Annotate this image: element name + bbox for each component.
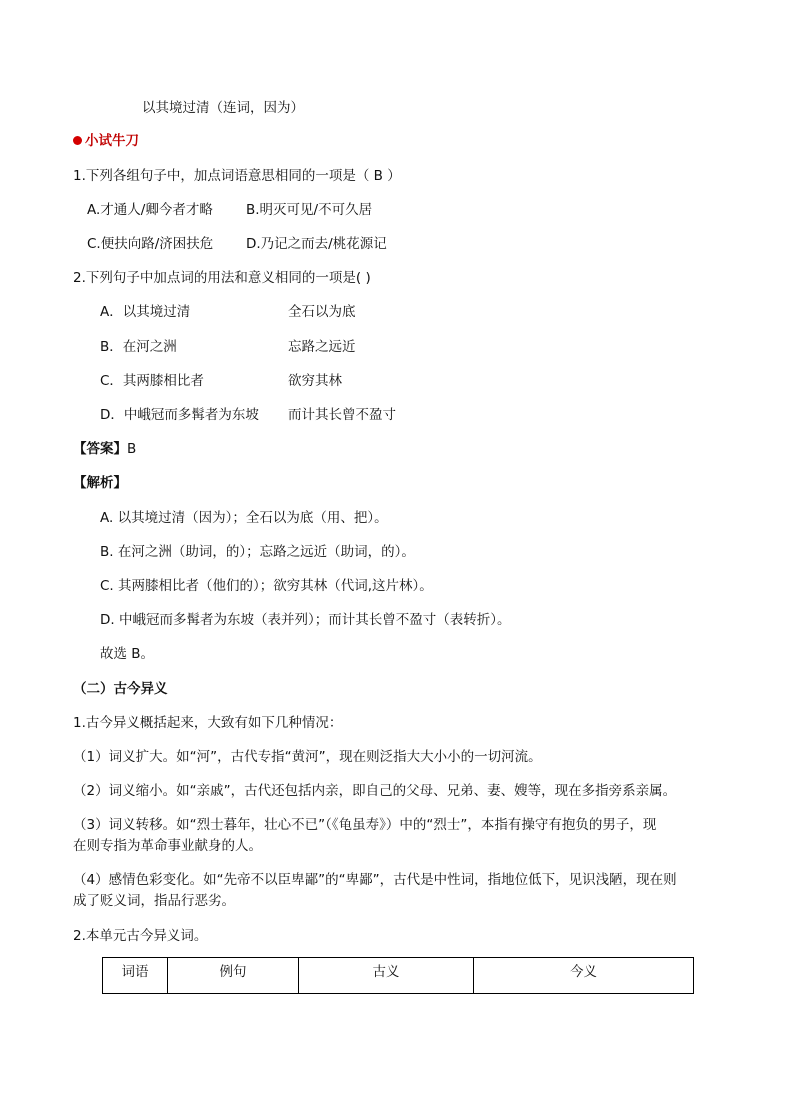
q2-option-c-left: C．其两膝相比者 <box>100 373 204 389</box>
intro-line: 以其境过清（连词，因为） <box>142 100 304 116</box>
table-header-ancient-meaning: 古义 <box>299 958 474 994</box>
analysis-label: 【解析】 <box>73 475 127 491</box>
q2-option-b-left: B．在河之洲 <box>100 339 177 355</box>
q2-option-b-right: 忘路之远近 <box>288 339 356 355</box>
paragraph-shift-line2: 在则专指为革命事业献身的人。 <box>73 838 262 854</box>
paragraph-shift-line1: （3）词义转移。如“烈士暮年，壮心不已”（《龟虽寿》）中的“烈士”，本指有操守有抱负的男子，现 <box>73 817 657 833</box>
section-heading-practice <box>73 131 139 151</box>
q2-option-c-right: 欲穷其林 <box>288 373 342 389</box>
q2-option-d-right: 而计其长曾不盈寸 <box>288 407 396 423</box>
q2-option-a-left: A．以其境过清 <box>100 304 191 320</box>
analysis-conclusion: 故选 B。 <box>100 646 155 662</box>
analysis-line-b: B. 在河之洲（助词，的）；忘路之远近（助词，的）。 <box>100 544 415 560</box>
q1-option-d: D.乃记之而去/桃花源记 <box>246 236 387 252</box>
analysis-line-a: A. 以其境过清（因为）；全石以为底（用、把）。 <box>100 510 388 526</box>
answer-line <box>73 439 136 459</box>
paragraph-intro: 1.古今异义概括起来，大致有如下几种情况： <box>73 715 343 731</box>
q2-option-a-right: 全石以为底 <box>288 304 356 320</box>
q1-option-c: C.便扶向路/济困扶危 <box>87 236 214 252</box>
q1-option-b: B.明灭可见/不可久居 <box>246 202 373 218</box>
q1-option-a: A.才通人/卿今者才略 <box>87 202 213 218</box>
table-header-modern-meaning: 今义 <box>474 958 694 994</box>
table-header-word: 词语 <box>103 958 168 994</box>
paragraph-connotation-line2: 成了贬义词，指品行恶劣。 <box>73 893 235 909</box>
paragraph-expansion: （1）词义扩大。如“河”，古代专指“黄河”，现在则泛指大大小小的一切河流。 <box>73 749 542 765</box>
question-1-prompt: 1.下列各组句子中，加点词语意思相同的一项是（ B ） <box>73 168 401 184</box>
q2-option-d-left: D．中峨冠而多髯者为东坡 <box>100 407 259 423</box>
table-header-row <box>103 958 694 994</box>
answer-value: B <box>127 441 137 457</box>
analysis-line-d: D. 中峨冠而多髯者为东坡（表并列）；而计其长曾不盈寸（表转折）。 <box>100 612 511 628</box>
question-2-prompt: 2.下列句子中加点词的用法和意义相同的一项是( ) <box>73 270 371 286</box>
table-header-example: 例句 <box>168 958 299 994</box>
analysis-line-c: C. 其两膝相比者（他们的）；欲穷其林（代词,这片林）。 <box>100 578 433 594</box>
ancient-modern-table <box>102 957 694 994</box>
section-heading-ancient-modern: （二）古今异义 <box>73 681 168 697</box>
paragraph-narrowing: （2）词义缩小。如“亲戚”，古代还包括内亲，即自己的父母、兄弟、妻、嫂等，现在多指旁系亲属。 <box>73 783 677 799</box>
red-bullet-icon <box>73 136 82 145</box>
paragraph-connotation-line1: （4）感情色彩变化。如“先帝不以臣卑鄙”的“卑鄙”，古代是中性词，指地位低下，见识浅陋，现在则 <box>73 872 677 888</box>
section-title: 小试牛刀 <box>85 133 139 149</box>
answer-label: 【答案】 <box>73 441 127 457</box>
paragraph-unit-words: 2.本单元古今异义词。 <box>73 928 208 944</box>
